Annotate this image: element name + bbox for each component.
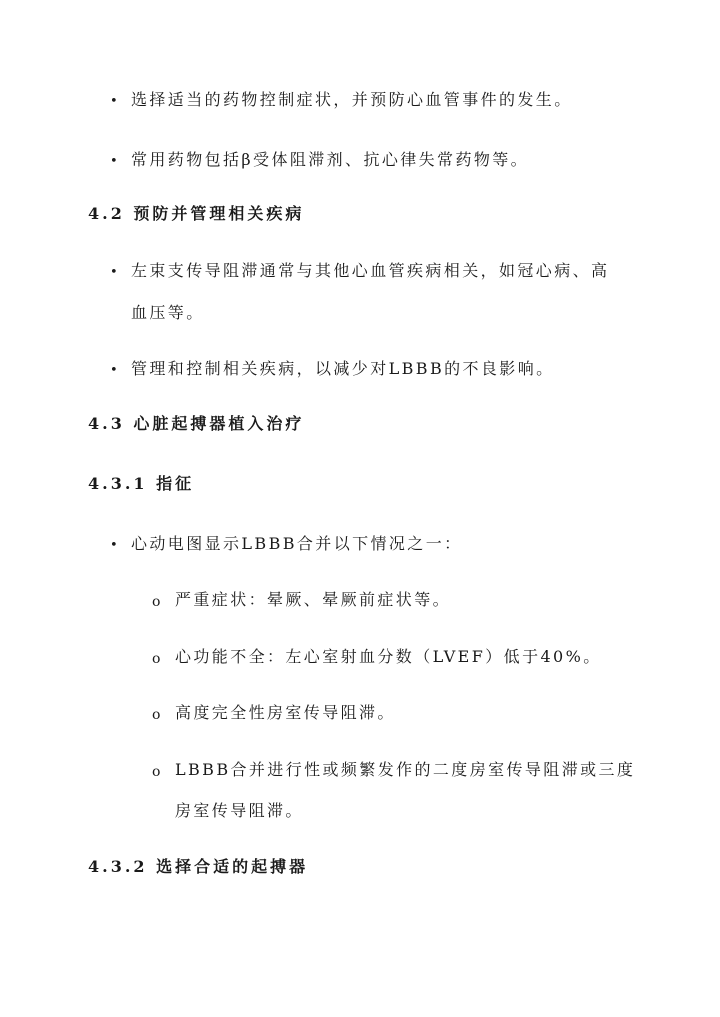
bullet-marker: • [110,265,118,280]
subsection-heading: 4.3.1 指征 [88,474,195,493]
sub-bullet-text: 严重症状：晕厥、晕厥前症状等。 [175,590,452,609]
bullet-text: 选择适当的药物控制症状，并预防心血管事件的发生。 [131,90,573,109]
bullet-text-continuation: 血压等。 [131,303,205,322]
bullet-marker: • [110,363,118,378]
sub-bullet-text: LBBB合并进行性或频繁发作的二度房室传导阻滞或三度 [175,760,636,779]
subsection-heading: 4.3.2 选择合适的起搏器 [88,857,309,876]
section-heading: 4.3 心脏起搏器植入治疗 [88,414,305,433]
bullet-text: 左束支传导阻滞通常与其他心血管疾病相关，如冠心病、高 [131,261,610,280]
sub-bullet-marker: o [152,764,161,780]
sub-bullet-text: 高度完全性房室传导阻滞。 [175,703,396,722]
bullet-text: 常用药物包括β受体阻滞剂、抗心律失常药物等。 [131,150,530,169]
sub-bullet-marker: o [152,651,161,667]
bullet-text: 管理和控制相关疾病，以减少对LBBB的不良影响。 [131,359,555,378]
bullet-text: 心动电图显示LBBB合并以下情况之一： [131,534,463,553]
bullet-marker: • [110,538,118,553]
section-heading: 4.2 预防并管理相关疾病 [88,204,305,223]
sub-bullet-text: 心功能不全：左心室射血分数（LVEF）低于40%。 [175,647,602,666]
sub-bullet-marker: o [152,707,161,723]
bullet-marker: • [110,94,118,109]
bullet-marker: • [110,154,118,169]
sub-bullet-text-continuation: 房室传导阻滞。 [175,801,304,820]
sub-bullet-marker: o [152,594,161,610]
